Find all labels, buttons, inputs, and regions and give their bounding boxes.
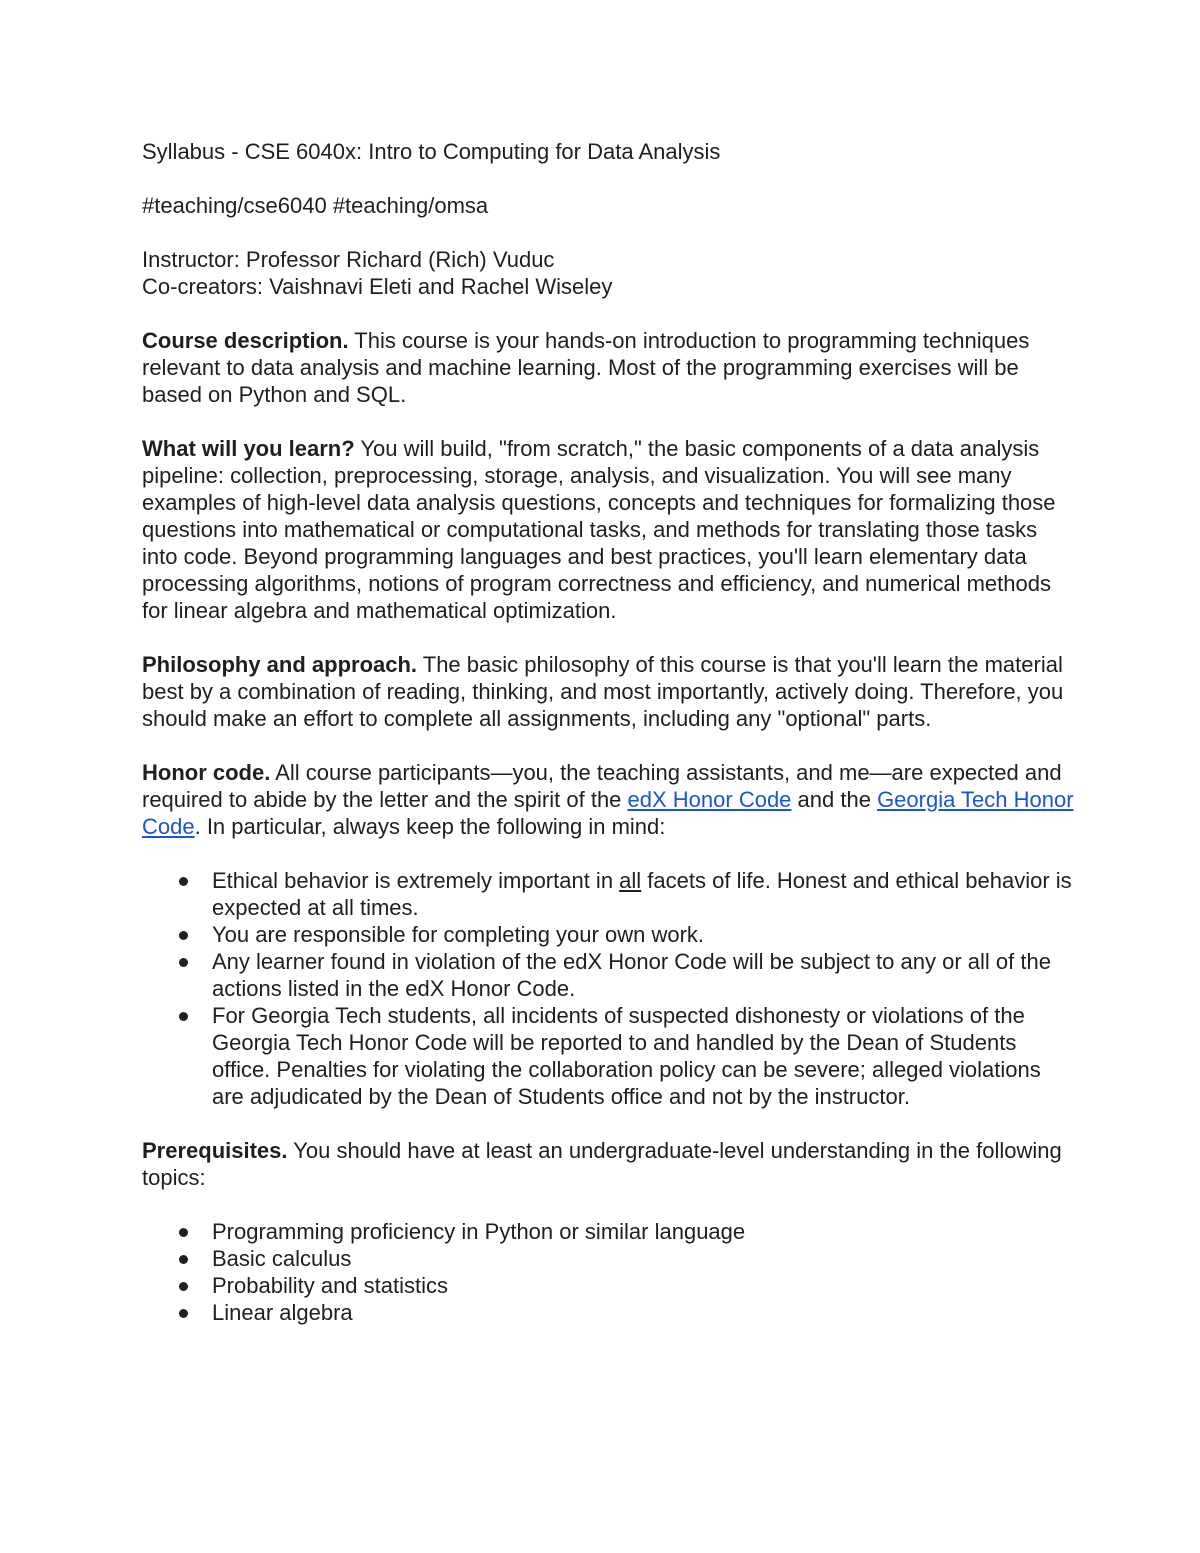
course-description-text: This course is your hands-on introduction to programming techniques relevant to data analysis and machine learning. Most of the programming exercises will be based on Python and SQL. (142, 328, 1030, 407)
georgia-tech-honor-code-link[interactable]: Georgia Tech Honor Code (142, 787, 1074, 839)
what-learn-paragraph (142, 435, 1077, 624)
bullet-icon (179, 931, 188, 940)
prerequisites-text: You should have at least an undergraduate-level understanding in the following topics: (142, 1138, 1062, 1190)
philosophy-heading: Philosophy and approach. (142, 652, 418, 677)
list-item (142, 1245, 1077, 1272)
what-learn-text: You will build, "from scratch," the basic components of a data analysis pipeline: collection, preprocessing, storage, analysis, and visualization. You will see many examples of high-level data analysis questions, concepts and techniques for formalizing those questions into mathematical or computational tasks, and methods for translating those tasks into code. Beyond programming languages and best practices, you'll learn elementary data processing algorithms, notions of program correctness and efficiency, and numerical methods for linear algebra and mathematical optimization. (142, 436, 1056, 623)
bullet-icon (179, 1012, 188, 1021)
list-item-text: Probability and statistics (212, 1273, 448, 1298)
list-item (142, 867, 1077, 921)
list-item (142, 948, 1077, 1002)
list-item-text: You are responsible for completing your own work. (212, 922, 705, 947)
list-item (142, 1218, 1077, 1245)
honor-code-text-1: All course participants—you, the teaching assistants, and me—are expected and required to abide by the letter and the spirit of the (142, 760, 1062, 812)
honor-code-text-3: . In particular, always keep the following in mind: (194, 814, 666, 839)
list-item (142, 1002, 1077, 1110)
list-item (142, 1299, 1077, 1326)
list-item (142, 1272, 1077, 1299)
tags-line: #teaching/cse6040 #teaching/omsa (142, 193, 489, 218)
honor-code-list (142, 867, 1077, 1110)
list-item-text: Any learner found in violation of the edX Honor Code will be subject to any or all of the actions listed in the edX Honor Code. (212, 949, 1051, 1001)
bullet-icon (179, 1309, 188, 1318)
honor-code-text-2: and the (791, 787, 878, 812)
honor-code-paragraph (142, 759, 1077, 840)
course-description-paragraph (142, 327, 1077, 408)
bullet-icon (179, 958, 188, 967)
prerequisites-paragraph (142, 1137, 1077, 1191)
bullet-icon (179, 1282, 188, 1291)
what-learn-heading: What will you learn? (142, 436, 355, 461)
prerequisites-heading: Prerequisites. (142, 1138, 288, 1163)
list-item-text: Ethical behavior is extremely important in (212, 868, 620, 893)
list-item-text: Basic calculus (212, 1246, 352, 1271)
bullet-icon (179, 877, 188, 886)
list-item-text: facets of life. Honest and ethical behavior is expected at all times. (212, 868, 1072, 920)
philosophy-text: The basic philosophy of this course is that you'll learn the material best by a combination of reading, thinking, and most importantly, actively doing. Therefore, you should make an effort to complete all assignments, including any "optional" parts. (142, 652, 1064, 731)
honor-code-heading: Honor code. (142, 760, 271, 785)
document-title: Syllabus - CSE 6040x: Intro to Computing for Data Analysis (142, 139, 721, 164)
cocreators-line: Co-creators: Vaishnavi Eleti and Rachel Wiseley (142, 274, 613, 299)
document-page (142, 138, 1077, 1353)
instructor-line: Instructor: Professor Richard (Rich) Vuduc (142, 247, 555, 272)
course-description-heading: Course description. (142, 328, 349, 353)
list-item-emphasis: all (619, 868, 642, 893)
people-block (142, 246, 1077, 300)
edx-honor-code-link[interactable]: edX Honor Code (627, 787, 792, 812)
philosophy-paragraph (142, 651, 1077, 732)
list-item-text: Programming proficiency in Python or similar language (212, 1219, 746, 1244)
prerequisites-list (142, 1218, 1077, 1326)
list-item (142, 921, 1077, 948)
bullet-icon (179, 1228, 188, 1237)
bullet-icon (179, 1255, 188, 1264)
list-item-text: Linear algebra (212, 1300, 353, 1325)
list-item-text: For Georgia Tech students, all incidents of suspected dishonesty or violations of the Georgia Tech Honor Code will be reported to and handled by the Dean of Students office. Penalties for violating the collaboration policy can be severe; alleged violations are adjudicated by the Dean of Students office and not by the instructor. (212, 1003, 1041, 1109)
